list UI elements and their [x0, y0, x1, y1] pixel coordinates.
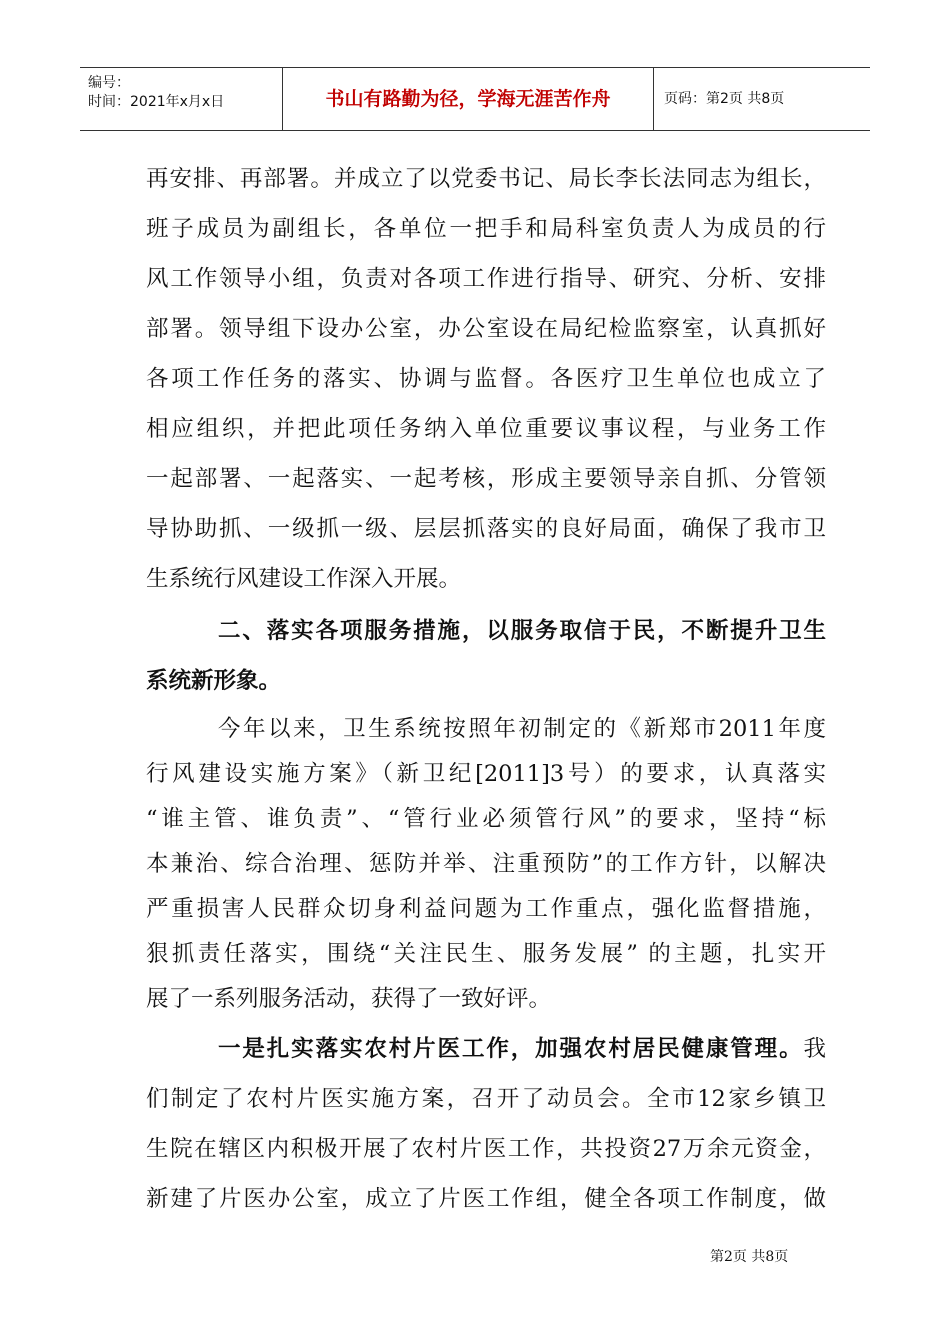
footer-page-number: 第2页 共8页 [710, 1249, 789, 1265]
bold-lead-text: 一是扎实落实农村片医工作，加强农村居民健康管理。 [218, 1036, 804, 1062]
body-line: 风工作领导小组，负责对各项工作进行指导、研究、分析、安排 [146, 266, 826, 292]
body-line: 行风建设实施方案》（新卫纪[2011]3号）的要求，认真落实 [146, 761, 826, 787]
body-line: 再安排、再部署。并成立了以党委书记、局长李长法同志为组长， [146, 166, 826, 192]
document-number-label: 编号： [88, 75, 130, 91]
body-line: 导协助抓、一级抓一级、层层抓落实的良好局面，确保了我市卫 [146, 516, 826, 542]
header-page-number: 页码：第2页 共8页 [664, 91, 785, 107]
body-line: 生院在辖区内积极开展了农村片医工作，共投资27万余元资金， [146, 1136, 826, 1162]
body-line: 生系统行风建设工作深入开展。 [146, 566, 462, 592]
body-line: 班子成员为副组长，各单位一把手和局科室负责人为成员的行 [146, 216, 826, 242]
body-line: 本兼治、综合治理、惩防并举、注重预防”的工作方针，以解决 [146, 851, 826, 877]
bold-lead-tail: 我 [803, 1036, 826, 1062]
body-line: 严重损害人民群众切身利益问题为工作重点，强化监督措施， [146, 896, 826, 922]
body-line: 新建了片医办公室，成立了片医工作组，健全各项工作制度，做 [146, 1186, 826, 1212]
section-heading: 二、落实各项服务措施，以服务取信于民，不断提升卫生 [218, 618, 826, 644]
header-meta-cell [80, 68, 283, 130]
document-time-label: 时间：2021年x月x日 [88, 94, 225, 110]
body-line: “谁主管、谁负责”、“管行业必须管行风”的要求，坚持“标 [146, 806, 826, 832]
header-motto: 书山有路勤为径，学海无涯苦作舟 [283, 68, 654, 130]
body-line: 部署。领导组下设办公室，办公室设在局纪检监察室，认真抓好 [146, 316, 826, 342]
body-line: 狠抓责任落实，围绕“关注民生、服务发展” 的主题，扎实开 [146, 941, 826, 967]
body-line: 今年以来，卫生系统按照年初制定的《新郑市2011年度 [218, 716, 826, 742]
body-line: 一起部署、一起落实、一起考核，形成主要领导亲自抓、分管领 [146, 466, 826, 492]
section-heading-continued: 系统新形象。 [146, 668, 282, 694]
body-line: 们制定了农村片医实施方案，召开了动员会。全市12家乡镇卫 [146, 1086, 826, 1112]
header-table [80, 67, 870, 131]
bold-lead-line [218, 1024, 826, 1074]
body-line: 各项工作任务的落实、协调与监督。各医疗卫生单位也成立了 [146, 366, 826, 392]
body-line: 展了一系列服务活动，获得了一致好评。 [146, 986, 552, 1012]
body-line: 相应组织，并把此项任务纳入单位重要议事议程，与业务工作 [146, 416, 826, 442]
